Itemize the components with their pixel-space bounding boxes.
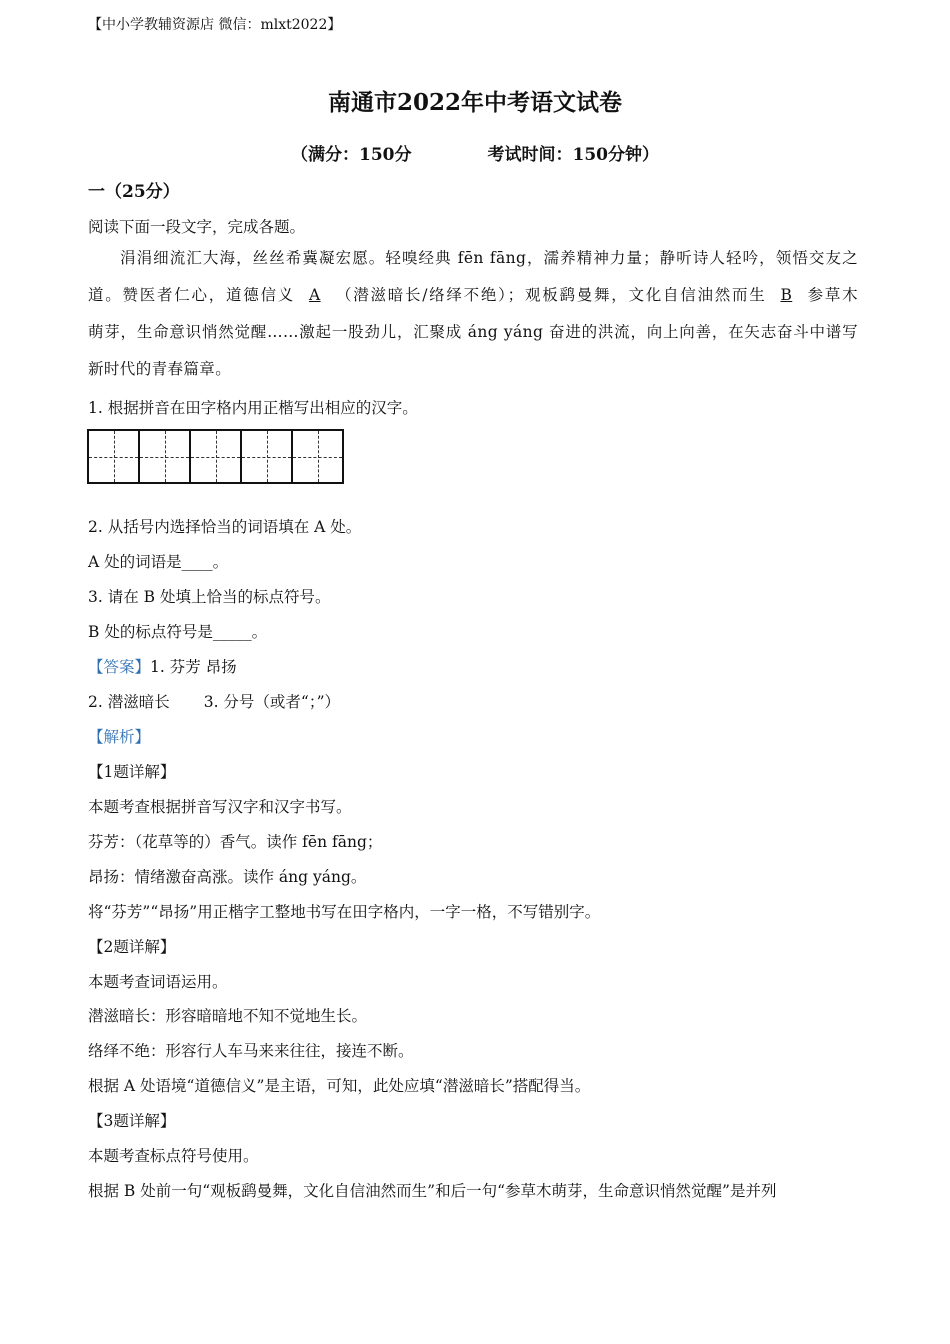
full-score: （满分：150分 (291, 145, 412, 165)
detail-1-line: 本题考查根据拼音写汉字和汉字书写。 (88, 798, 352, 816)
question-3-answer-line: B 处的标点符号是_____。 (88, 623, 268, 641)
question-3: 3. 请在 B 处填上恰当的标点符号。 (88, 588, 331, 606)
exam-info (0, 140, 950, 165)
answer-1: 1. 芬芳 昂扬 (150, 658, 237, 676)
section-heading: 一（25分） (88, 182, 180, 202)
detail-1-line: 昂扬：情绪激奋高涨。读作 áng yáng。 (88, 868, 367, 886)
grid-cell (291, 429, 344, 484)
detail-1-title: 【1题详解】 (88, 763, 176, 781)
detail-2-line: 络绎不绝：形容行人车马来来往往，接连不断。 (88, 1042, 414, 1060)
grid-cell (240, 429, 291, 484)
detail-1-line: 芬芳：（花草等的）香气。读作 fēn fāng； (88, 833, 383, 851)
page-title: 南通市2022年中考语文试卷 (327, 89, 622, 116)
detail-1-line: 将“芬芳”“昂扬”用正楷字工整地书写在田字格内，一字一格，不写错别字。 (88, 903, 601, 921)
detail-2-title: 【2题详解】 (88, 938, 176, 956)
grid-cell (87, 429, 138, 484)
grid-cell (189, 429, 240, 484)
question-2-answer-line: A 处的词语是____。 (88, 553, 229, 571)
question-2: 2. 从括号内选择恰当的词语填在 A 处。 (88, 518, 362, 536)
tianzi-grid (87, 429, 344, 484)
question-1: 1. 根据拼音在田字格内用正楷写出相应的汉字。 (88, 399, 418, 417)
passage-line-4: 新时代的青春篇章。 (88, 360, 232, 378)
answer-line-2 (88, 690, 340, 712)
header-watermark: 【中小学教辅资源店 微信：mlxt2022】 (88, 17, 342, 33)
answer-line-1 (88, 655, 237, 677)
detail-3-title: 【3题详解】 (88, 1112, 176, 1130)
passage-line-2: 道。赞医者仁心，道德信义 A （潜滋暗长/络绎不绝）；观板鹞曼舞，文化自信油然而生 B 参草木 (88, 286, 859, 304)
answer-2: 2. 潜滋暗长 (88, 693, 170, 711)
passage-line-3: 萌芽，生命意识悄然觉醒……激起一股劲儿，汇聚成 áng yáng 奋进的洪流，向上向善，在矢志奋斗中谱写 (88, 323, 858, 341)
grid-cell (138, 429, 189, 484)
instruction: 阅读下面一段文字，完成各题。 (88, 218, 306, 236)
analysis-label: 【解析】 (88, 728, 151, 746)
detail-3-line: 本题考查标点符号使用。 (88, 1147, 259, 1165)
passage-line-1: 涓涓细流汇大海，丝丝希冀凝宏愿。轻嗅经典 fēn fāng，濡养精神力量；静听诗人轻吟，领悟交友之 (120, 249, 858, 267)
detail-2-line: 根据 A 处语境“道德信义”是主语，可知，此处应填“潜滋暗长”搭配得当。 (88, 1077, 591, 1095)
detail-2-line: 潜滋暗长：形容暗暗地不知不觉地生长。 (88, 1007, 368, 1025)
answer-3: 3. 分号（或者“；”） (203, 693, 341, 711)
detail-3-line: 根据 B 处前一句“观板鹞曼舞，文化自信油然而生”和后一句“参草木萌芽，生命意识悄然觉醒”是并列 (88, 1182, 777, 1200)
detail-2-line: 本题考查词语运用。 (88, 973, 228, 991)
blank-b: B (780, 286, 793, 304)
exam-time: 考试时间：150分钟） (487, 145, 659, 165)
reading-passage (88, 240, 858, 388)
answer-label: 【答案】 (88, 658, 151, 676)
blank-a: A (309, 286, 321, 304)
